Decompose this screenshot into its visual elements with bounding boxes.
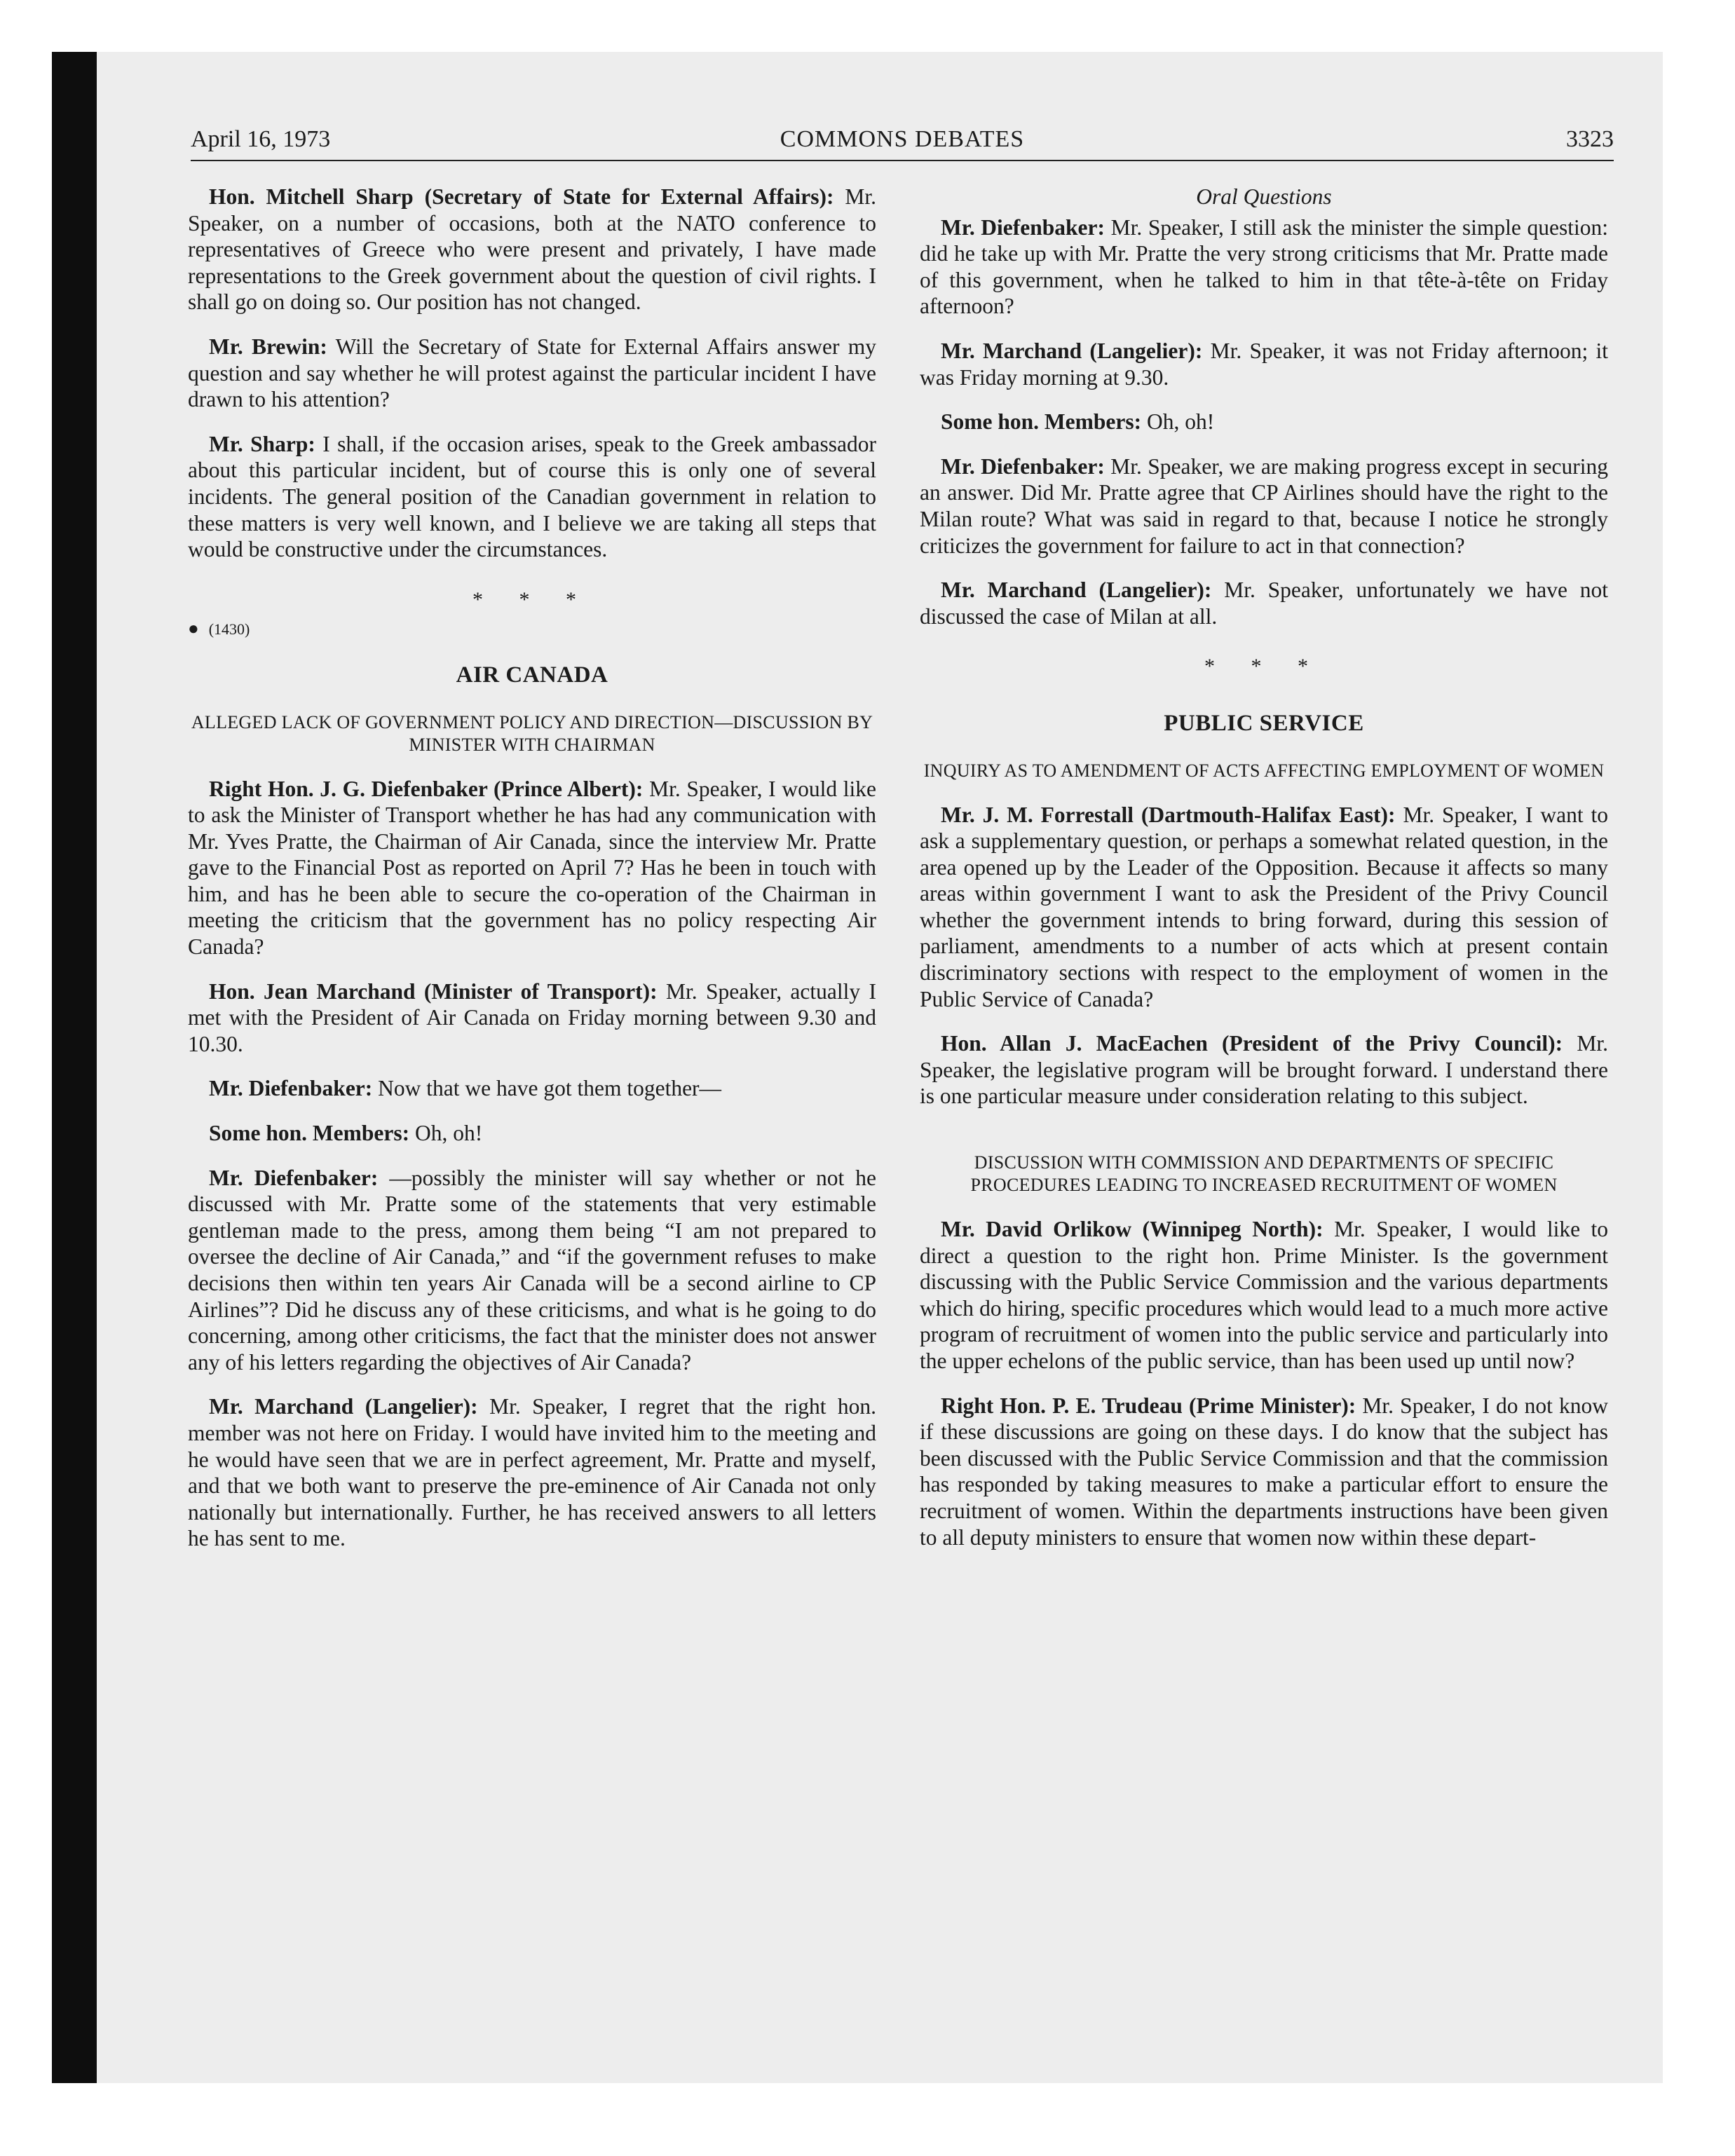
speaker-name: Mr. Marchand (Langelier):: [941, 578, 1212, 603]
speech-text: Mr. Speaker, we are making progress except in securing an answer. Did Mr. Pratte agree that CP Airlines should have the right to the Milan route? What was said in regard to that, because I notice he strongly criticizes the government for failure to act in that connection?: [920, 453, 1608, 558]
speech-text: Mr. Speaker, I still ask the minister the simple question: did he take up with Mr. Pratte the very strong criticisms that Mr. Pratte made of this government, when he talked to him in that tête-à-tête on Friday afternoon?: [920, 214, 1608, 319]
speech-text: Oh, oh!: [414, 1121, 483, 1146]
paragraph: [188, 431, 876, 563]
speaker-name: Hon. Mitchell Sharp (Secretary of State for External Affairs):: [209, 184, 834, 209]
header-rule: [191, 160, 1614, 161]
time-marker: ● (1430): [188, 618, 250, 639]
header-date: April 16, 1973: [191, 126, 331, 152]
speaker-name: Mr. J. M. Forrestall (Dartmouth-Halifax East):: [941, 802, 1396, 827]
subheading: ALLEGED LACK OF GOVERNMENT POLICY AND DIRECTION—DISCUSSION BY MINISTER WITH CHAIRMAN: [191, 711, 873, 755]
paragraph: [920, 1030, 1608, 1110]
subheading: INQUIRY AS TO AMENDMENT OF ACTS AFFECTING EMPLOYMENT OF WOMEN: [923, 760, 1605, 781]
speech-text: Mr. Speaker, on a number of occasions, both at the NATO conference to representatives of Greece who were present and privately, I have made representations to the Greek government about the question of civil rights. I shall go on doing so. Our position has not changed.: [188, 184, 877, 315]
paragraph: [920, 453, 1608, 559]
speaker-name: Mr. Diefenbaker:: [209, 1076, 373, 1101]
speech-text: Mr. Speaker, unfortunately we have not discussed the case of Milan at all.: [920, 578, 1608, 629]
paragraph: [188, 1393, 876, 1552]
page-header: [191, 123, 1614, 163]
speaker-name: Mr. Diefenbaker:: [209, 1165, 379, 1190]
speaker-name: Hon. Allan J. MacEachen (President of the Privy Council):: [941, 1031, 1563, 1056]
speaker-name: Mr. Marchand (Langelier):: [941, 338, 1203, 363]
speaker-name: Mr. Diefenbaker:: [941, 453, 1105, 479]
section-separator: * * *: [1204, 655, 1324, 678]
paragraph: [188, 978, 876, 1058]
speaker-name: Mr. Marchand (Langelier):: [209, 1394, 478, 1419]
speech-text: Mr. Speaker, the legislative program will be brought forward. I understand there is one particular measure under consideration relating to this subject.: [920, 1031, 1609, 1109]
speech-text: Will the Secretary of State for External Affairs answer my question and say whether he will protest against the particular incident I have drawn to his attention?: [188, 334, 876, 412]
section-heading: PUBLIC SERVICE: [1164, 710, 1364, 736]
paragraph: [188, 1120, 876, 1147]
running-head: Oral Questions: [1196, 184, 1332, 209]
paragraph: [920, 577, 1608, 629]
speech-text: I shall, if the occasion arises, speak to the Greek ambassador about this particular incident, but of course this is only one of several incidents. The general position of the Canadian government in relation to these matters is very well known, and I believe we are taking all steps that would be constructive under the circumstances.: [188, 431, 876, 562]
speaker-name: Mr. David Orlikow (Winnipeg North):: [941, 1217, 1324, 1242]
paragraph: [920, 338, 1608, 390]
section-heading: AIR CANADA: [456, 662, 608, 688]
speech-text: Now that we have got them together—: [378, 1076, 722, 1101]
speech-text: Mr. Speaker, I would like to direct a question to the right hon. Prime Minister. Is the government discussing with the Public Service Commission and the various departments which do hiring, specific procedures which would lead to a much more active program of recruitment of women into the public service and particularly into the upper echelons of the public service, than has been used up until now?: [920, 1217, 1609, 1373]
paragraph: [920, 409, 1608, 435]
page-number: 3323: [1566, 126, 1614, 152]
speech-text: —possibly the minister will say whether or not he discussed with Mr. Pratte some of the statements that very estimable gentleman made to the press, among them being “I am not prepared to oversee the decline of Air Canada,” and “if the government refuses to make decisions then within ten years Air Canada will be a second airline to CP Airlines”? Did he discuss any of these criticisms, and what is he going to do concerning, among other criticisms, the fact that the minister does not answer any of his letters regarding the objectives of Air Canada?: [188, 1165, 876, 1374]
speech-text: Mr. Speaker, I want to ask a supplementary question, or perhaps a somewhat related question, in the area opened up by the Leader of the Opposition. Because it affects so many areas within government I want to ask the President of the Privy Council whether the government intends to bring forward, during this session of parliament, amendments to a number of acts which at present contain discriminatory sections with respect to the employment of women in the Public Service of Canada?: [920, 802, 1608, 1011]
speaker-name: Mr. Brewin:: [209, 334, 327, 359]
paragraph: [920, 1216, 1608, 1374]
speech-text: Mr. Speaker, I would like to ask the Minister of Transport whether he has had any communication with Mr. Yves Pratte, the Chairman of Air Canada, since the interview Mr. Pratte gave to the Financial Post as reported on April 7? Has he been in touch with him, and has he been able to secure the co-operation of the Chairman in meeting the criticism that the government has no policy respecting Air Canada?: [188, 776, 876, 960]
paragraph: [188, 1165, 876, 1376]
right-column: [920, 184, 1608, 1569]
paragraph: [188, 776, 876, 960]
speech-text: Mr. Speaker, I regret that the right hon. member was not here on Friday. I would have invited him to the meeting and he would have seen that we are in perfect agreement, Mr. Pratte and myself, and that we both want to preserve the pre-eminence of Air Canada not only nationally but internationally. Further, he has received answers to all letters he has sent to me.: [188, 1394, 876, 1551]
header-title: COMMONS DEBATES: [780, 126, 1025, 152]
paragraph: [920, 214, 1608, 320]
speaker-name: Hon. Jean Marchand (Minister of Transport):: [209, 978, 658, 1004]
speech-text: Oh, oh!: [1146, 409, 1215, 435]
speaker-name: Some hon. Members:: [941, 409, 1142, 435]
subheading: DISCUSSION WITH COMMISSION AND DEPARTMENTS OF SPECIFIC PROCEDURES LEADING TO INCREASED RECRUITMENT OF WOMEN: [970, 1152, 1558, 1196]
paragraph: [188, 184, 876, 315]
section-separator: * * *: [472, 587, 592, 611]
scan-binding-edge: [52, 52, 97, 2083]
speaker-name: Mr. Sharp:: [209, 431, 315, 456]
paragraph: [920, 1393, 1608, 1551]
speaker-name: Right Hon. J. G. Diefenbaker (Prince Albert):: [209, 776, 644, 801]
speech-text: Mr. Speaker, it was not Friday afternoon; it was Friday morning at 9.30.: [920, 338, 1609, 390]
left-column: [188, 184, 876, 1570]
speech-text: Mr. Speaker, I do not know if these discussions are going on these days. I do know that the subject has been discussed with the Public Service Commission and that the commission has responded by taking measures to make a particular effort to ensure the recruitment of women. Within the departments instructions have been given to all deputy ministers to ensure that women now within these depart-: [920, 1393, 1609, 1550]
paragraph: [188, 334, 876, 413]
paragraph: [188, 1075, 876, 1102]
paragraph: [920, 802, 1608, 1013]
speaker-name: Right Hon. P. E. Trudeau (Prime Minister):: [941, 1393, 1356, 1418]
speaker-name: Mr. Diefenbaker:: [941, 214, 1105, 240]
speaker-name: Some hon. Members:: [209, 1121, 410, 1146]
speech-text: Mr. Speaker, actually I met with the President of Air Canada on Friday morning between 9.30 and 10.30.: [188, 978, 876, 1056]
bullet-icon: ●: [188, 618, 199, 639]
